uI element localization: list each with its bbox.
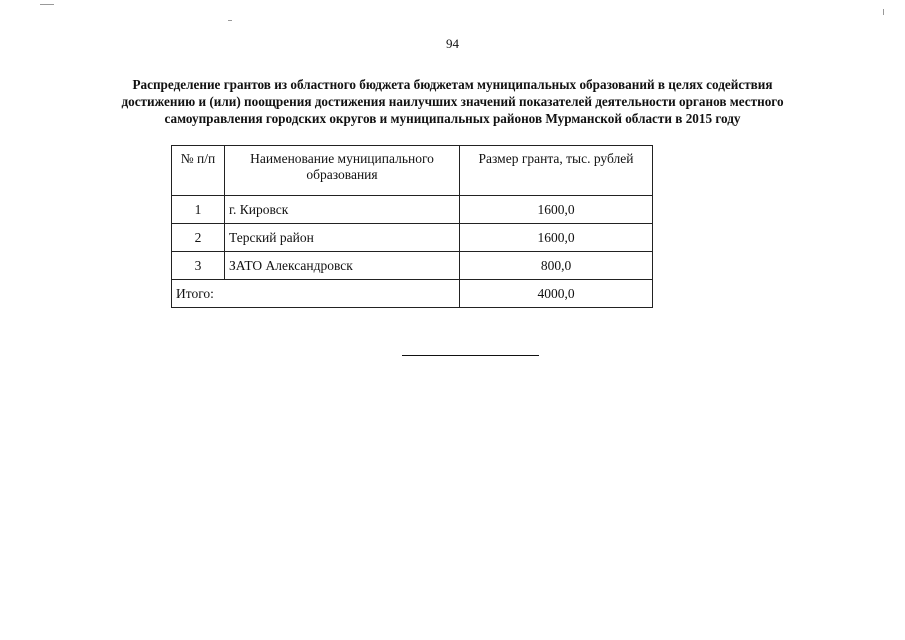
document-title [60, 76, 845, 127]
total-label: Итого: [172, 280, 460, 308]
row-amount: 800,0 [460, 252, 653, 280]
scan-mark [40, 4, 54, 5]
header-num: № п/п [172, 146, 225, 196]
row-amount: 1600,0 [460, 196, 653, 224]
row-amount: 1600,0 [460, 224, 653, 252]
title-line: достижению и (или) поощрения достижения наилучших значений показателей деятельности органов местного [121, 94, 784, 109]
row-num: 3 [172, 252, 225, 280]
header-amount: Размер гранта, тыс. рублей [460, 146, 653, 196]
row-name: ЗАТО Александровск [225, 252, 460, 280]
page-number: 94 [446, 36, 459, 51]
title-line: самоуправления городских округов и муниципальных районов Мурманской области в 2015 году [164, 111, 741, 126]
row-num: 2 [172, 224, 225, 252]
header-name: Наименование муниципального образования [225, 146, 460, 196]
grants-table [171, 145, 653, 308]
separator-line [402, 355, 539, 356]
table-header-row [172, 146, 653, 196]
row-name: г. Кировск [225, 196, 460, 224]
row-num: 1 [172, 196, 225, 224]
table-row [172, 224, 653, 252]
scan-mark [228, 20, 232, 21]
title-line: Распределение грантов из областного бюджета бюджетам муниципальных образований в целях содействия [132, 77, 773, 92]
total-amount: 4000,0 [460, 280, 653, 308]
table-total-row [172, 280, 653, 308]
table-row [172, 252, 653, 280]
row-name: Терский район [225, 224, 460, 252]
table-row [172, 196, 653, 224]
scan-mark [883, 9, 884, 15]
